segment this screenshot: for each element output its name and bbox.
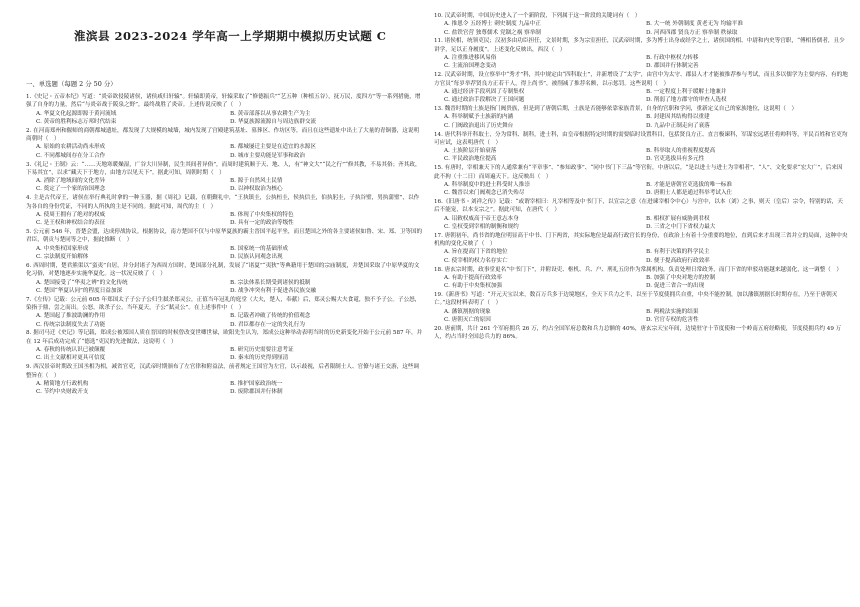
answer-option: C. 楚国“华夏认同”的程度日益加深 xyxy=(36,287,123,294)
question-stem: 9. 西汉景帝时期改王国丞相为相，减省官吏，汉武帝时期颁布了左官律和附益法，前者规定王国官为左官，以示歧视，后者限制士人、官僚与诸王交游，这些调整旨在（ ） xyxy=(26,364,420,379)
option-list xyxy=(26,380,424,397)
option-list xyxy=(26,143,424,160)
answer-option: A. 科举制赋予士族新的内涵 xyxy=(444,114,514,121)
option-list xyxy=(434,308,848,325)
answer-option: B. 记载者冲破了传统的价值观念 xyxy=(230,313,311,320)
question-stem: 15. 有唐时，宰相兼天下的人通常兼有“平章事”、“参知政事”、“同中书门下三品”等官衔，中唐以后，“是以进士与进士为宰相者”，“人”、文化要求“宏大广”，后来因此不拘（十二日）而周遍天下。这反映出（ ） xyxy=(434,165,843,180)
answer-option: C. 唐朝灭亡的原因 xyxy=(444,317,491,324)
question-stem: 16.《旧唐书・刘祥之传》记载：“或谓宰相曰：凡宰相等及中书门下，以宣宗之意（在进谏宰相令中心）与宫中，以本（刘）之事，则天（皇后）宗令，特别的话，天后不能宠，以本支宗之”。据此可知，在唐代（ ） xyxy=(434,199,843,214)
answer-option: D. 官官专权的危害性 xyxy=(646,317,699,324)
answer-option: A. 中央集权国家形成 xyxy=(36,245,89,252)
question-item xyxy=(26,93,428,126)
question-stem: 18. 唐玄宗时期，政事堂更名“中书门下”，并附设吏、枢机、兵、户、刑礼五房作为常属机构，负责处理日常政务，而门下省的审驳功能越来越弱化，这一调整（ ） xyxy=(434,266,842,273)
answer-option: A. 藩镇割据的现象 xyxy=(444,308,491,315)
option-list xyxy=(26,211,424,228)
question-item xyxy=(26,296,428,329)
answer-option: C. 魏晋以来门阀观念已消失殆尽 xyxy=(444,190,525,197)
answer-option: A. 旨在提高门下省的地位 xyxy=(444,249,508,256)
question-item xyxy=(434,164,852,197)
question-item xyxy=(26,262,428,295)
answer-option: B. 研究历史需要注意考证 xyxy=(230,347,294,354)
option-list xyxy=(434,215,848,232)
question-item xyxy=(26,194,428,227)
option-list xyxy=(26,312,424,329)
answer-option: B. 都城屡迁主要是在适宜的水源区 xyxy=(230,144,316,151)
page-title: 淮滨县 2023-2024 学年高一上学期期中模拟历史试题 C xyxy=(74,29,387,43)
answer-option: B. 推护国家政治统一 xyxy=(230,380,283,387)
answer-option: B. 才能是唐朝官吏选拔的唯一标准 xyxy=(646,181,732,188)
answer-option: B. 两税法实施的结果 xyxy=(646,308,699,315)
answer-option: B. 一定程度上利于缓解土地兼并 xyxy=(646,88,727,95)
answer-option: D. 战争冲突有利于促进各民族交融 xyxy=(230,287,317,294)
right-question-list xyxy=(432,12,852,342)
answer-option: A. 诏敕权威高于帝王意志本身 xyxy=(444,215,519,222)
question-item xyxy=(26,161,428,194)
question-item xyxy=(434,37,852,70)
answer-option: C. 不同都城间存在分工合作 xyxy=(36,152,106,159)
answer-option: B. 国家统一的基础形成 xyxy=(230,245,289,252)
answer-option: D. 君臣都存在一定的失礼行为 xyxy=(230,321,305,328)
answer-option: B. 黄帝部落以从事农耕生产为主 xyxy=(230,110,311,117)
option-list xyxy=(434,88,848,105)
question-item xyxy=(434,105,852,130)
answer-option: A. 注重推进移风易俗 xyxy=(444,55,497,62)
question-stem: 8. 据司马迁《史记》等记载，郑成公被郑国人质在晋国的时候曾改变世卿世禄，欧阳先生认为，郑成公这种举动表明当时的历史新变化开始于公元前 587 年，并在 12 年后成功完成了“德选”吏民的先进做法，这说明（ ） xyxy=(26,330,423,345)
answer-option: C. 盐铁官营 独尊儒术 党锢之祸 察举制 xyxy=(444,29,541,36)
question-item xyxy=(26,329,428,362)
answer-option: D. 三省之中门下省权力最大 xyxy=(646,223,716,230)
question-item xyxy=(26,363,428,396)
question-item xyxy=(434,131,852,164)
answer-option: B. 行政中枢权力转移 xyxy=(646,55,699,62)
answer-option: C. 皇权受到宰相的制衡和规约 xyxy=(444,223,519,230)
answer-option: C. 门阀政治退出了历史舞台 xyxy=(444,122,514,129)
question-item xyxy=(26,127,428,160)
answer-option: B. 封建因其结构得以重建 xyxy=(646,114,710,121)
answer-option: D. 促进三省合一的出现 xyxy=(646,283,705,290)
answer-option: A. 推恩令 五经博士 刺史制度 九品中正 xyxy=(444,21,541,28)
answer-option: D. 郡国并行体制完善 xyxy=(646,63,699,70)
left-question-list xyxy=(8,93,428,396)
answer-option: A. 通过经济手段巩固了专制集权 xyxy=(444,88,525,95)
question-stem: 11. 诸侯相，统领吏民；汉初多由功臣担任，文景时期，多为宗室担任，汉武帝时期，多为博士出身或经学之士，诸侯国的相、中尉和内史等官职，“傅相皆儒者，且少讲学，足以正身履度”。上述变化反映出，西汉（ ） xyxy=(434,38,845,53)
question-item xyxy=(434,198,852,231)
right-column xyxy=(432,0,852,607)
question-stem: 17. 唐朝初年，尚书省的地位明显高于中书、门下两省，其实际地位是最高行政官长的身份，在政治上有着十分重要的地位，直到后来才出现三省并立的局面，这种中央机构的变化反映了（ ） xyxy=(434,232,848,248)
answer-option: D. 废除郡国并行体制 xyxy=(230,389,283,396)
option-list xyxy=(434,54,848,71)
answer-option: B. 宗法体系长期受到诸侯的抵制 xyxy=(230,279,311,286)
answer-option: C. 通过政治手段解决了王国问题 xyxy=(444,97,525,104)
answer-option: D. 城市主要功能是军事和政治 xyxy=(230,152,305,159)
question-stem: 6. 西周时期，楚君熊渠以“蛮夷”自居，并分封诸子为西周方国时，楚国部分礼制，发展了“诸夏”“夷狄”等典籍用于楚国的宗庙制度，并楚国采取了中原华夏的文化习俗，对楚地逐步实施华夏化。这一状况反映了（ ） xyxy=(26,262,420,278)
answer-option: D. 秦末的历史得到厘清 xyxy=(230,355,289,362)
option-list xyxy=(26,346,424,363)
answer-option: B. 体现了中央集权的特色 xyxy=(230,211,294,218)
question-item xyxy=(434,232,852,265)
option-list xyxy=(26,177,424,194)
answer-option: C. 黄帝的胜利标志万邦时代结束 xyxy=(36,118,117,125)
answer-option: C. 主流治国理念变动 xyxy=(444,63,497,70)
section-heading: 一、单选题（每题 2 分 50 分） xyxy=(26,80,117,88)
answer-option: A. 消除了地域间的文化差异 xyxy=(36,178,106,185)
question-stem: 10. 汉武帝时期，中国历史进入了一个新阶段，下列属于这一阶段的关键词有（ ） xyxy=(434,13,641,19)
option-list xyxy=(26,245,424,262)
answer-option: A. 楚国起了推波助澜的作用 xyxy=(36,313,106,320)
answer-option: D. 官吏选拔具有多元性 xyxy=(646,156,705,163)
option-list xyxy=(26,279,424,296)
option-list xyxy=(26,110,424,127)
answer-option: A. 有助于提高行政效率 xyxy=(444,274,502,281)
option-list xyxy=(434,181,848,198)
question-stem: 4. 主是古代帝王，诸侯在举行典礼时拿的一种玉器，据《周礼》记载，在朝觐礼中，“王执镇圭，公执桓圭，侯执信圭，伯执躬圭，子执谷璧，男执蒲璧”，以作为各自的身份凭证，不同的人所执的主是不同的。据此可知，周代的主（ ） xyxy=(26,195,420,210)
answer-option: D. 河西四郡 贤良方正 察举制 秩禄取 xyxy=(646,29,738,36)
option-list xyxy=(434,20,848,37)
question-item xyxy=(434,266,852,291)
answer-option: C. 平民政治地位提高 xyxy=(444,156,497,163)
answer-option: A. 春秋的传统认识已被颠覆 xyxy=(36,347,106,354)
option-list xyxy=(434,113,848,130)
answer-option: B. 大一统 外朝制度 黄老无为 均输平准 xyxy=(646,21,743,28)
question-stem: 14. 唐代科举开科取士，分为常科、制科，进士科，由皇帝根据特定时期的需要临时设置科目，包括贤良方正、直言极谏科，军谋宏远堪任将帅科等，平民百姓和官吏均可应试，这表明唐代（ ） xyxy=(434,131,848,146)
question-stem: 5. 公元前 546 年，晋楚会盟，达成停战协议。根据协议，南方楚国不仅与中原华夏族的霸主晋国平起平坐，而且楚国之外的各主要诸侯如鲁、宋、郑、卫等国的君臣，朝贡与楚同等之中，据此推断（ ） xyxy=(26,229,423,244)
answer-option: A. 精简地方行政机构 xyxy=(36,380,89,387)
left-column xyxy=(8,0,428,607)
answer-option: D. 民族认同观念出现 xyxy=(230,254,283,261)
option-list xyxy=(434,248,848,265)
answer-option: C. 是王权和神权结合的表征 xyxy=(36,220,106,227)
answer-option: D. 九品中正制走向了衰落 xyxy=(646,122,710,129)
question-stem: 13. 魏晋时期的土族是指门阀贵族，但是到了唐朝后期，土族是否能够依靠家族背景，自身的官职和学问，重新定义自己的家族地位，这说明（ ） xyxy=(434,106,798,113)
answer-option: D. 以神权取治为核心 xyxy=(230,186,283,193)
answer-option: B. 源于自然风土民情 xyxy=(230,178,283,185)
question-stem: 2. 在河南郑州和偃师的商朝都城遗址，都发现了大规模的城墙，城内发现了宫殿建筑基址、墓葬区、作坊区等，而且在这些遗址中出土了大量的青铜器，这说明商朝时（ ） xyxy=(26,127,420,143)
question-stem: 3.《礼记・王制》云：“……天地寒暖燥湿，广谷大川异制，民生其间者异俗”，而周时建筑顺于天、地、人，有“神文大”“民之行”“修其教，不易其俗；齐其政，下易其宜”，以求“藏天下于地方，由地方以见天下”。据此可知，周朝时期（ ） xyxy=(26,161,421,176)
answer-option: D. 唐朝士人都是通过科举考试入仕 xyxy=(646,190,733,197)
answer-option: B. 科举取人的重视程度提高 xyxy=(646,148,716,155)
answer-option: D. 便于提高政府行政效率 xyxy=(646,257,710,264)
answer-option: B. 有利于决策的科学民主 xyxy=(646,249,710,256)
question-item xyxy=(26,228,428,261)
question-item xyxy=(434,325,852,342)
answer-option: C. 奠定了一个家的治国理念 xyxy=(36,186,106,193)
answer-option: C. 出土文献相对更具可信度 xyxy=(36,355,106,362)
answer-option: A. 土族阶层开始衰落 xyxy=(444,148,497,155)
answer-option: C. 有助于中央集权加强 xyxy=(444,283,502,290)
question-item xyxy=(434,71,852,104)
question-item xyxy=(434,291,852,324)
question-stem: 12. 汉武帝时期，设立察举中“秀才”科，其中规定由“四科取士”，并新增设了“太学”，由宫中为太守、郡县人才才能被推荐参与考试，而且多以儒学为主要内容，有的地方官员“每岁举荐贤良方正若干人，得上尚书”，被削减了推荐名额，以示惩罚。这些说明（ ） xyxy=(434,72,848,87)
answer-option: D. 华夏族源流源自与周边族群交流 xyxy=(230,118,317,125)
answer-option: A. 使周王拥有了绝对的权威 xyxy=(36,211,106,218)
answer-option: A. 楚国接受了“华夷之辨”的文化传统 xyxy=(36,279,128,286)
question-stem: 1.《史记・五帝本纪》写道：“炎帝欲侵陵诸侯，诸侯咸归轩辕”。轩辕即黄帝，轩辕采取了“修德振兵”“艺五种（种植五谷），抚万民，度四方”等一系列措施，增强了自身的力量，然后“与炎帝战于阪泉之野”，最终战胜了炎帝。上述传说反映了（ ） xyxy=(26,94,421,109)
answer-option: C. 传统宗法制度失去了功能 xyxy=(36,321,106,328)
answer-option: C. 使宰相的权力名存实亡 xyxy=(444,257,508,264)
answer-option: C. 宗法制度开始解体 xyxy=(36,254,89,261)
answer-option: A. 原始的农耕活动尚未形成 xyxy=(36,144,106,151)
answer-option: D. 削弱了地方郡守的审查人选权 xyxy=(646,97,727,104)
question-stem: 19.《新唐书》写道：“开元天宝以来，数百万兵多于边境地区，全天下兵力之半，以至于节度使拥兵自重，中央不能控制，加以藩镇割据长时期存在，乃至于唐朝灭亡。”这段材料表明了（ ） xyxy=(434,292,838,307)
answer-option: C. 节约中央财政开支 xyxy=(36,389,89,396)
question-item xyxy=(434,12,852,37)
question-stem: 7.《左传》记载：公元前 605 年郑国太子子公子公归生弑杀郑灵公，正值当年冠礼的庭堂（大夫，楚人，奉献）后，郑灵公赐大夫食鼋，独不予子公。子公怒，染指于鼎，尝之而出。公怒，欲杀子公，当年夏天，子公“弑灵公”。在上述事件中（ ） xyxy=(26,296,421,311)
answer-option: A. 华夏文化起源即源于黄河流域 xyxy=(36,110,117,117)
answer-option: A. 科举制度中的进士科受时人推崇 xyxy=(444,181,530,188)
question-stem: 20. 唐前期，共计 261 个军府拥兵 26 万，约占全国军府总数和兵力总额的 40%，唐玄宗天宝年间，边境驻守十节度使和一个岭南五府经略使，节度使拥兵约 49 万人，约占当时全国总兵力的 86%。 xyxy=(434,325,842,341)
option-list xyxy=(434,147,848,164)
option-list xyxy=(434,274,848,291)
answer-option: B. 加强了中央对地方的控制 xyxy=(646,274,716,281)
answer-option: B. 相权扩展有威胁到君权 xyxy=(646,215,710,222)
answer-option: D. 具有一定的政治等级性 xyxy=(230,220,294,227)
